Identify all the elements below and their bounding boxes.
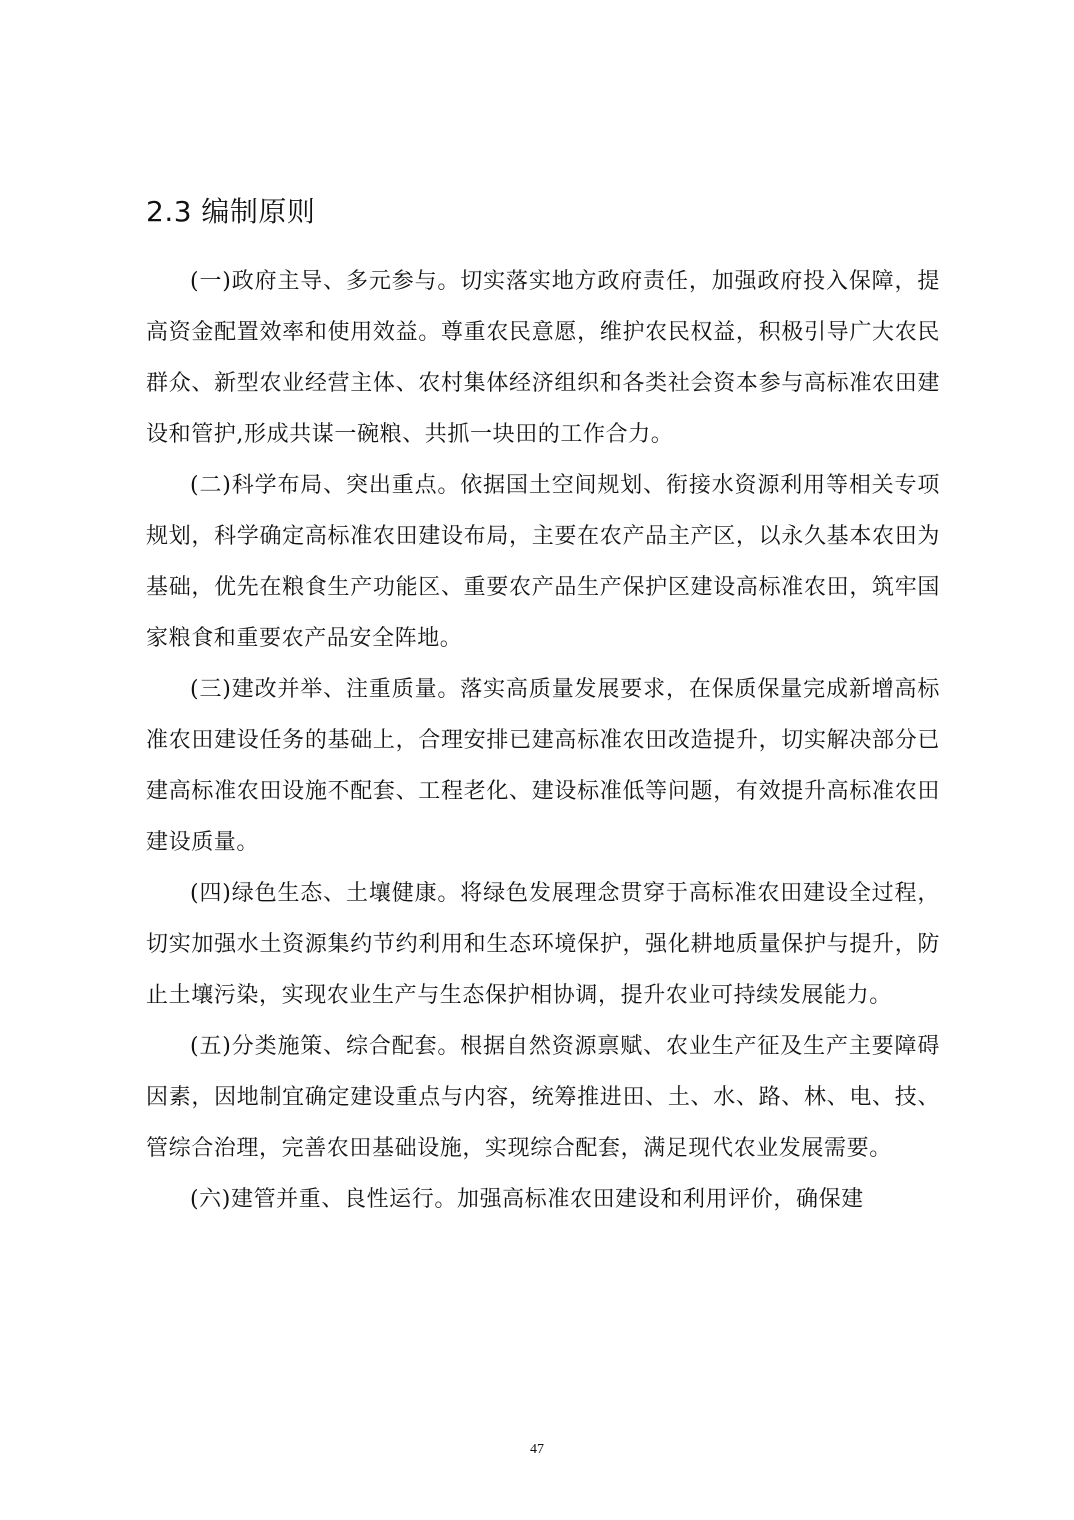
paragraph-6: (六)建管并重、良性运行。加强高标准农田建设和利用评价，确保建 — [190, 1187, 864, 1212]
paragraph-3: (三)建改并举、注重质量。落实高质量发展要求，在保质保量完成新增高标准农田建设任务的基础上，合理安排已建高标准农田改造提升，切实解决部分已建高标准农田设施不配套、工程老化、建设标准低等问题，有效提升高标准农田建设质量。 — [146, 677, 940, 855]
body-text — [146, 256, 940, 1225]
paragraph-5: (五)分类施策、综合配套。根据自然资源禀赋、农业生产征及生产主要障碍因素，因地制宜确定建设重点与内容，统筹推进田、土、水、路、林、电、技、管综合治理，完善农田基础设施，实现综合配套，满足现代农业发展需要。 — [146, 1034, 940, 1161]
page-number: 47 — [530, 1442, 544, 1457]
paragraph-1: (一)政府主导、多元参与。切实落实地方政府责任，加强政府投入保障，提高资金配置效率和使用效益。尊重农民意愿，维护农民权益，积极引导广大农民群众、新型农业经营主体、农村集体经济组织和各类社会资本参与高标准农田建设和管护,形成共谋一碗粮、共抓一块田的工作合力。 — [146, 269, 940, 447]
paragraph-4: (四)绿色生态、土壤健康。将绿色发展理念贯穿于高标准农田建设全过程，切实加强水土资源集约节约利用和生态环境保护，强化耕地质量保护与提升，防止土壤污染，实现农业生产与生态保护相协调，提升农业可持续发展能力。 — [146, 881, 940, 1008]
paragraph-2: (二)科学布局、突出重点。依据国土空间规划、衔接水资源利用等相关专项规划，科学确定高标准农田建设布局，主要在农产品主产区，以永久基本农田为基础，优先在粮食生产功能区、重要农产品生产保护区建设高标准农田，筑牢国家粮食和重要农产品安全阵地。 — [146, 473, 940, 651]
section-title: 2.3 编制原则 — [146, 195, 316, 228]
